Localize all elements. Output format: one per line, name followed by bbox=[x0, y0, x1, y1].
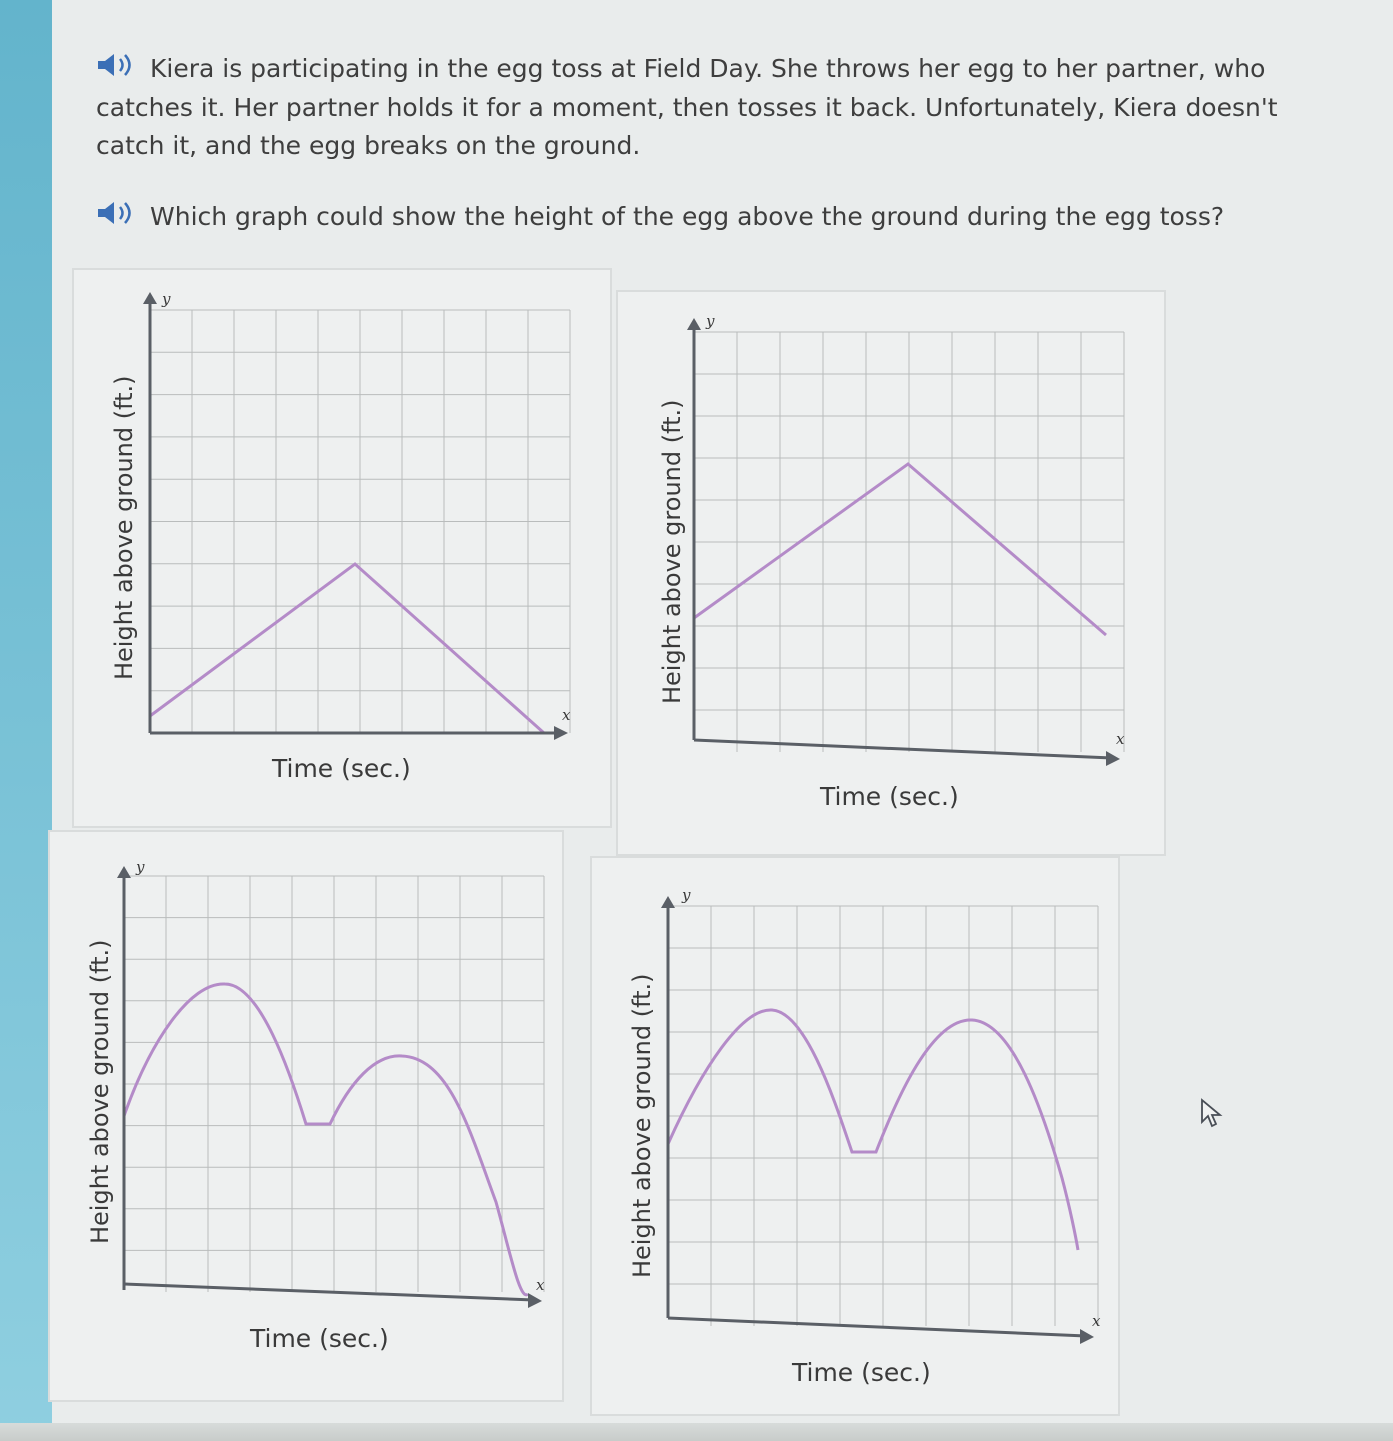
grid-b bbox=[694, 332, 1124, 752]
height-curve-b bbox=[694, 464, 1106, 635]
mouse-cursor-icon bbox=[1200, 1098, 1224, 1134]
grid-d bbox=[668, 906, 1098, 1326]
x-axis-arrow-d bbox=[1080, 1329, 1094, 1344]
answer-option-d[interactable] bbox=[590, 856, 1120, 1416]
height-curve-d bbox=[668, 1010, 1078, 1250]
left-window-edge bbox=[0, 0, 52, 1441]
x-axis-d bbox=[668, 1318, 1086, 1336]
x-axis-arrow-a bbox=[554, 726, 568, 740]
y-axis-arrow-a bbox=[143, 292, 157, 304]
question-prompt bbox=[96, 198, 1296, 237]
y-axis-label-b: Height above ground (ft.) bbox=[658, 399, 686, 704]
answer-option-c[interactable] bbox=[48, 830, 564, 1402]
graph-c bbox=[50, 832, 566, 1404]
x-axis-arrow-b bbox=[1106, 751, 1120, 766]
x-axis-letter-c: x bbox=[536, 1276, 545, 1294]
speaker-icon[interactable] bbox=[96, 199, 136, 237]
passage bbox=[96, 50, 1306, 165]
x-axis-c bbox=[124, 1284, 534, 1300]
x-axis-letter-b: x bbox=[1116, 730, 1125, 748]
answer-option-b[interactable] bbox=[616, 290, 1166, 856]
x-axis-label-d: Time (sec.) bbox=[792, 1358, 931, 1387]
graph-b bbox=[618, 292, 1168, 858]
x-axis-b bbox=[694, 740, 1112, 758]
speaker-icon[interactable] bbox=[96, 51, 136, 89]
x-axis-label-c: Time (sec.) bbox=[250, 1324, 389, 1353]
y-axis-letter-c: y bbox=[136, 858, 145, 876]
x-axis-letter-a: x bbox=[562, 706, 571, 724]
x-axis-label-b: Time (sec.) bbox=[820, 782, 959, 811]
x-axis-arrow-c bbox=[528, 1293, 542, 1308]
y-axis-letter-b: y bbox=[706, 312, 715, 330]
grid-c bbox=[124, 876, 544, 1292]
prompt-text: Which graph could show the height of the egg above the ground during the egg toss? bbox=[150, 202, 1225, 231]
screen-bottom-edge bbox=[0, 1423, 1393, 1441]
y-axis-label-a: Height above ground (ft.) bbox=[110, 375, 138, 680]
graph-d bbox=[592, 858, 1122, 1418]
y-axis-arrow-d bbox=[661, 896, 675, 908]
height-curve-c bbox=[124, 984, 528, 1295]
y-axis-label-c: Height above ground (ft.) bbox=[86, 939, 114, 1244]
y-axis-label-d: Height above ground (ft.) bbox=[628, 973, 656, 1278]
y-axis-arrow-c bbox=[117, 866, 131, 878]
y-axis-letter-d: y bbox=[682, 886, 691, 904]
y-axis-letter-a: y bbox=[162, 290, 171, 308]
y-axis-arrow-b bbox=[687, 318, 701, 330]
graph-a bbox=[74, 270, 614, 830]
passage-text: Kiera is participating in the egg toss at Field Day. She throws her egg to her partner, who catches it. Her partner holds it for a moment, then tosses it back. Unfortunately, Kiera doesn't catch it, and the egg breaks on the ground. bbox=[96, 54, 1278, 160]
answer-option-a[interactable] bbox=[72, 268, 612, 828]
x-axis-label-a: Time (sec.) bbox=[272, 754, 411, 783]
x-axis-letter-d: x bbox=[1092, 1312, 1101, 1330]
